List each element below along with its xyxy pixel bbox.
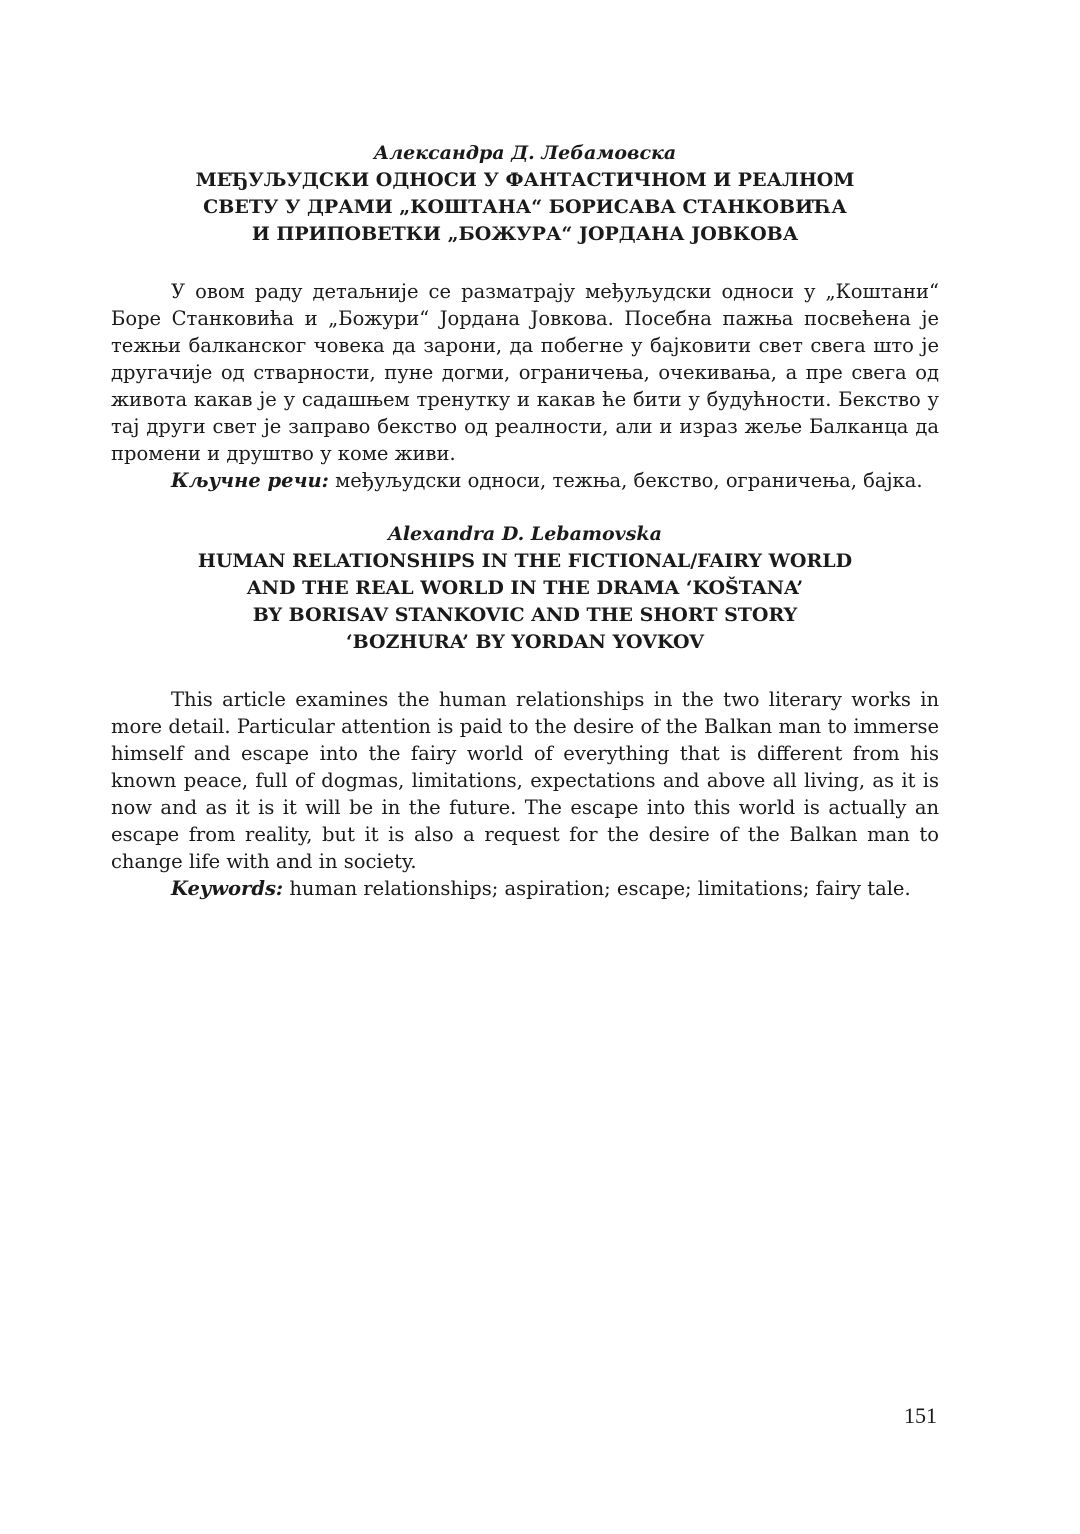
page-number: 151 (904, 1403, 937, 1428)
title-serbian-line: СВЕТУ У ДРАМИ „КОШТАНА“ БОРИСАВА СТАНКОВИЋА (203, 196, 847, 218)
keywords-text-english: human relationships; aspiration; escape; limitations; fairy tale. (283, 877, 911, 900)
keywords-label-serbian: Кључне речи: (171, 469, 329, 492)
english-block (111, 521, 939, 902)
article-page (111, 140, 939, 902)
title-english-line: BY BORISAV STANKOVIC AND THE SHORT STORY (252, 604, 798, 626)
keywords-text-serbian: међуљудски односи, тежња, бекство, ограничења, бајка. (328, 469, 923, 492)
keywords-english (111, 875, 939, 902)
title-serbian (111, 167, 939, 248)
abstract-english: This article examines the human relationships in the two literary works in more detail. Particular attention is paid to the desire of the Balkan man to immerse himself and escape into the fairy world of everything that is different from his known peace, full of dogmas, limitations, expectations and above all living, as it is now and as it is it will be in the future. The escape into this world is actually an escape from reality, but it is also a request for the desire of the Balkan man to change life with and in society. (111, 688, 939, 873)
title-english-line: AND THE REAL WORLD IN THE DRAMA ‘KOŠTANA’ (246, 577, 804, 599)
title-english-line: HUMAN RELATIONSHIPS IN THE FICTIONAL/FAIRY WORLD (197, 550, 853, 572)
title-english-line: ‘BOZHURA’ BY YORDAN YOVKOV (346, 631, 704, 653)
title-english (111, 548, 939, 656)
abstract-serbian: У овом раду детаљније се разматрају међуљудски односи у „Коштани“ Боре Станковића и „Божури“ Јордана Јовкова. Посебна пажња посвећена је тежњи балканског човека да зарони, да побегне у бајковити свет свега што је другачије од стварности, пуне догми, ограничења, очекивања, а пре свега од живота какав је у садашњем тренутку и какав ће бити у будућности. Бекство у тај други свет је заправо бекство од реалности, али и израз жеље Балканца да промени и друштво у коме живи. (111, 280, 939, 465)
title-serbian-line: МЕЂУЉУДСКИ ОДНОСИ У ФАНТАСТИЧНОМ И РЕАЛНОМ (195, 169, 855, 191)
title-serbian-line: И ПРИПОВЕТКИ „БОЖУРА“ ЈОРДАНА ЈОВКОВА (251, 223, 799, 245)
author-serbian: Александра Д. Лебамовска (373, 142, 677, 164)
keywords-serbian (111, 467, 939, 494)
author-english: Alexandra D. Lebamovska (388, 523, 662, 545)
keywords-label-english: Keywords: (171, 877, 284, 900)
serbian-block (111, 140, 939, 494)
